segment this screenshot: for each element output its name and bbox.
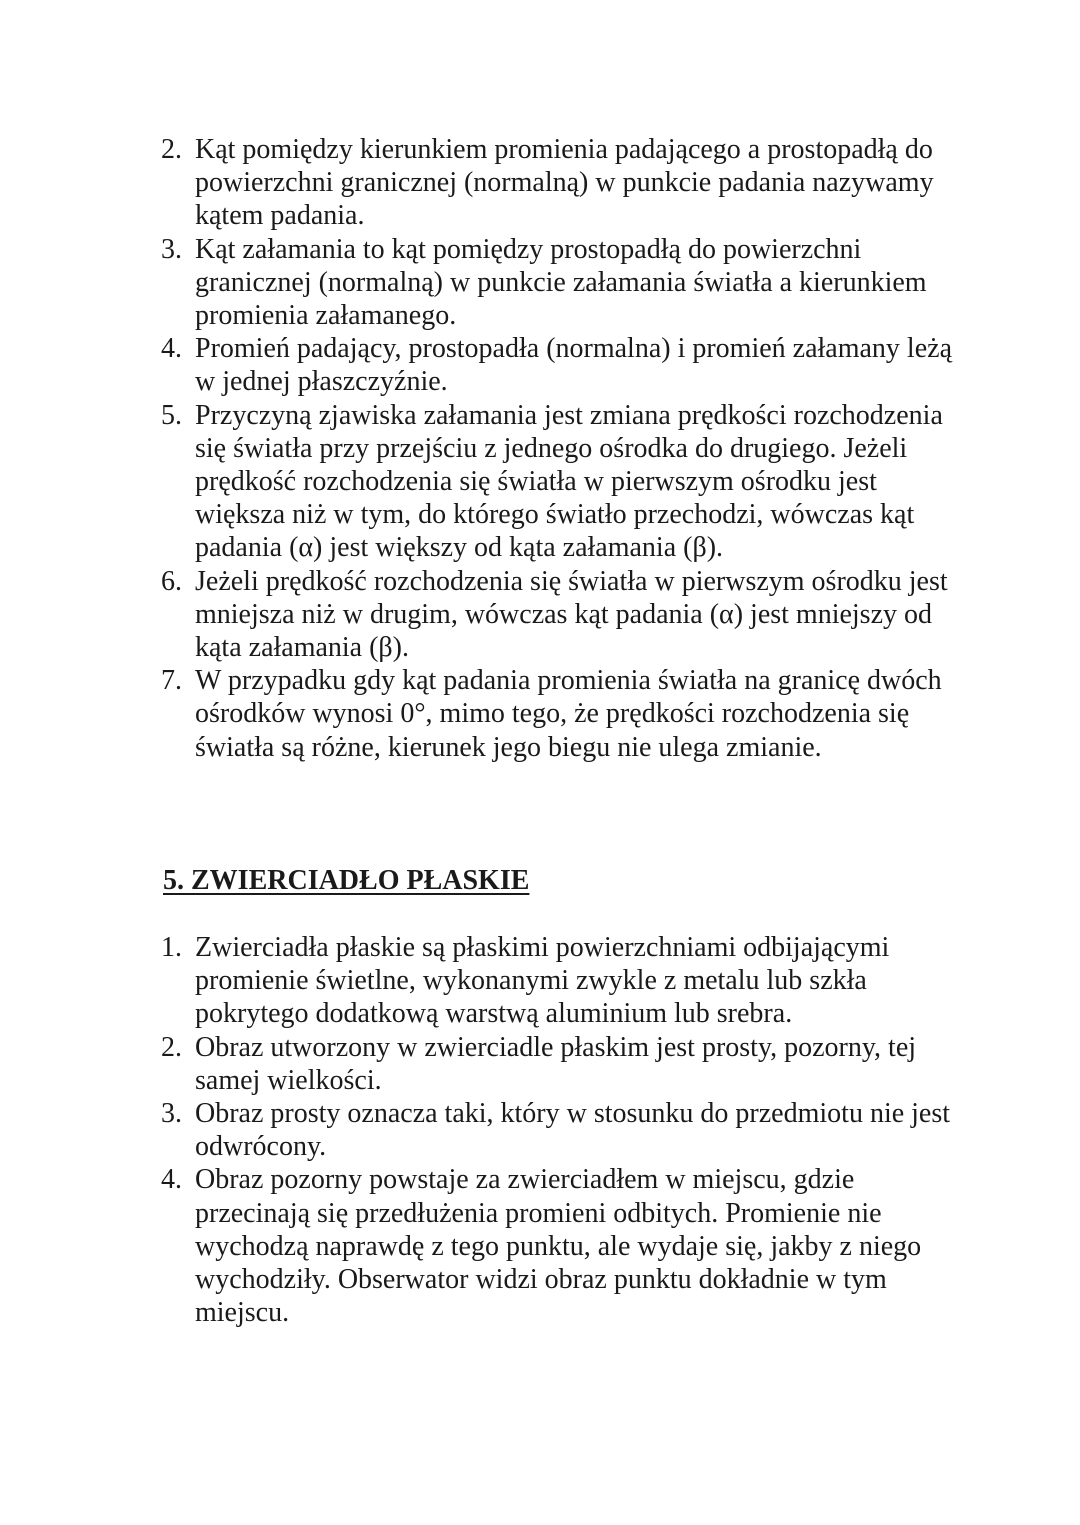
list-item-number: 2. <box>161 1031 182 1063</box>
list-item-text: Obraz prosty oznacza taki, który w stosunku do przedmiotu nie jest odwrócony. <box>195 1098 951 1163</box>
list-item-text: W przypadku gdy kąt padania promienia światła na granicę dwóch ośrodków wynosi 0°, mimo tego, że prędkości rozchodzenia się światła są różne, kierunek jego biegu nie ulega zmianie. <box>195 665 942 763</box>
list-item <box>161 133 961 233</box>
list-item <box>161 1031 961 1097</box>
list-item-text: Obraz utworzony w zwierciadle płaskim jest prosty, pozorny, tej samej wielkości. <box>195 1031 917 1096</box>
list-item <box>161 565 961 665</box>
section-heading: 5. ZWIERCIADŁO PŁASKIE <box>163 865 530 896</box>
list-item-number: 6. <box>161 565 182 597</box>
list-item-text: Kąt załamania to kąt pomiędzy prostopadłą do powierzchni granicznej (normalną) w punkcie załamania światła a kierunkiem promienia załamanego. <box>195 233 927 332</box>
list-item-number: 3. <box>161 1098 182 1130</box>
list-item <box>161 931 961 1031</box>
list-item <box>161 399 961 565</box>
list-item <box>161 332 961 398</box>
list-item <box>161 233 961 333</box>
list-item-number: 1. <box>161 932 182 963</box>
refraction-list <box>161 133 961 764</box>
list-item-number: 5. <box>161 399 182 431</box>
list-item-number: 7. <box>161 665 182 697</box>
list-item-text: Zwierciadła płaskie są płaskimi powierzchniami odbijającymi promienie świetlne, wykonanymi zwykle z metalu lub szkła pokrytego dodatkową warstwą aluminium lub srebra. <box>195 932 890 1030</box>
mirror-list <box>161 931 961 1329</box>
list-item-number: 4. <box>161 333 182 365</box>
list-item <box>161 664 961 764</box>
list-item-text: Promień padający, prostopadła (normalna) i promień załamany leżą w jednej płaszczyźnie. <box>195 333 952 398</box>
list-item-text: Kąt pomiędzy kierunkiem promienia padającego a prostopadłą do powierzchni granicznej (normalną) w punkcie padania nazywamy kątem padania. <box>195 134 934 232</box>
list-item-text: Jeżeli prędkość rozchodzenia się światła w pierwszym ośrodku jest mniejsza niż w drugim, wówczas kąt padania (α) jest mniejszy od kąta załamania (β). <box>195 565 948 664</box>
list-item <box>161 1097 961 1163</box>
list-item-number: 4. <box>161 1164 182 1196</box>
list-item-number: 3. <box>161 233 182 265</box>
list-item <box>161 1163 961 1329</box>
list-item-number: 2. <box>161 134 182 165</box>
list-item-text: Przyczyną zjawiska załamania jest zmiana prędkości rozchodzenia się światła przy przejściu z jednego ośrodka do drugiego. Jeżeli prędkość rozchodzenia się światła w pierwszym ośrodku jest większa niż w tym, do którego światło przechodzi, wówczas kąt padania (α) jest większy od kąta załamania (β). <box>195 399 943 564</box>
list-item-text: Obraz pozorny powstaje za zwierciadłem w miejscu, gdzie przecinają się przedłużenia promieni odbitych. Promienie nie wychodzą naprawdę z tego punktu, ale wydaje się, jakby z niego wychodziły. Obserwator widzi obraz punktu dokładnie w tym miejscu. <box>195 1164 922 1329</box>
